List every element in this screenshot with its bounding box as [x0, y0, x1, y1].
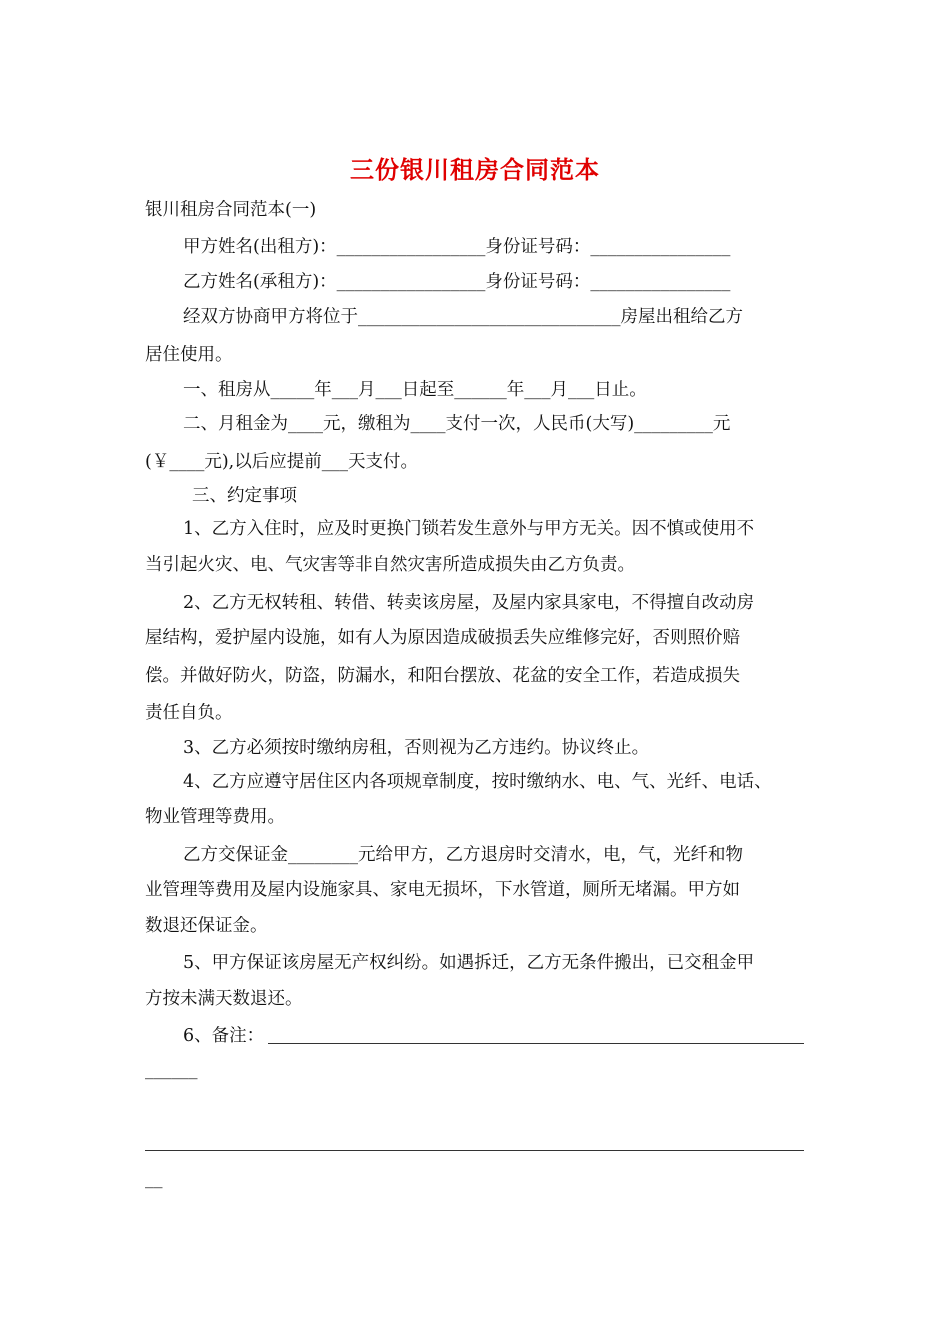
remarks-continuation: ______	[145, 1060, 198, 1080]
clause-line: 屋结构，爱护屋内设施，如有人为原因造成破损丢失应维修完好，否则照价赔	[145, 628, 740, 648]
clause-line: 乙方交保证金________元给甲方，乙方退房时交清水，电，气，光纤和物	[183, 845, 743, 865]
clause-line: (￥____元),以后应提前___天支付。	[145, 452, 418, 472]
clause-line: 二、月租金为____元，缴租为____支付一次，人民币(大写)_________元	[183, 414, 731, 434]
clause-line: 责任自负。	[145, 703, 233, 723]
clause-line: 5、甲方保证该房屋无产权纠纷。如遇拆迁，乙方无条件搬出，已交租金甲	[183, 953, 755, 973]
clause-line: 3、乙方必须按时缴纳房租，否则视为乙方违约。协议终止。	[183, 738, 650, 758]
paragraph-line: 居住使用。	[145, 345, 233, 365]
clause-line: 1、乙方入住时，应及时更换门锁若发生意外与甲方无关。因不慎或使用不	[183, 519, 755, 539]
party-b-line: 乙方姓名(承租方)：_________________身份证号码：________________	[183, 272, 731, 292]
clause-line: 2、乙方无权转租、转借、转卖该房屋，及屋内家具家电，不得擅自改动房	[183, 593, 755, 613]
section-heading: 三、约定事项	[192, 486, 297, 506]
clause-line: 4、乙方应遵守居住区内各项规章制度，按时缴纳水、电、气、光纤、电话、	[183, 772, 772, 792]
clause-line: 方按未满天数退还。	[145, 989, 303, 1009]
remarks-label: 6、备注：	[183, 1026, 265, 1046]
clause-line: 当引起火灾、电、气灾害等非自然灾害所造成损失由乙方负责。	[145, 555, 635, 575]
clause-line: 数退还保证金。	[145, 916, 268, 936]
paragraph-line: 经双方协商甲方将位于______________________________房屋出租给乙方	[183, 307, 743, 327]
clause-line: 偿。并做好防火，防盗，防漏水，和阳台摆放、花盆的安全工作，若造成损失	[145, 666, 740, 686]
document-title: 三份银川租房合同范本	[350, 155, 600, 184]
remarks-rule	[145, 1150, 804, 1151]
clause-line: 一、租房从_____年___月___日起至______年___月___日止。	[183, 380, 647, 400]
section-heading: 银川租房合同范本(一)	[145, 200, 317, 220]
clause-line: 业管理等费用及屋内设施家具、家电无损坏，下水管道，厕所无堵漏。甲方如	[145, 880, 740, 900]
remarks-rule	[268, 1043, 804, 1044]
clause-line: 物业管理等费用。	[145, 807, 285, 827]
remarks-continuation: __	[145, 1169, 163, 1189]
party-a-line: 甲方姓名(出租方)：_________________身份证号码：________________	[183, 237, 731, 257]
